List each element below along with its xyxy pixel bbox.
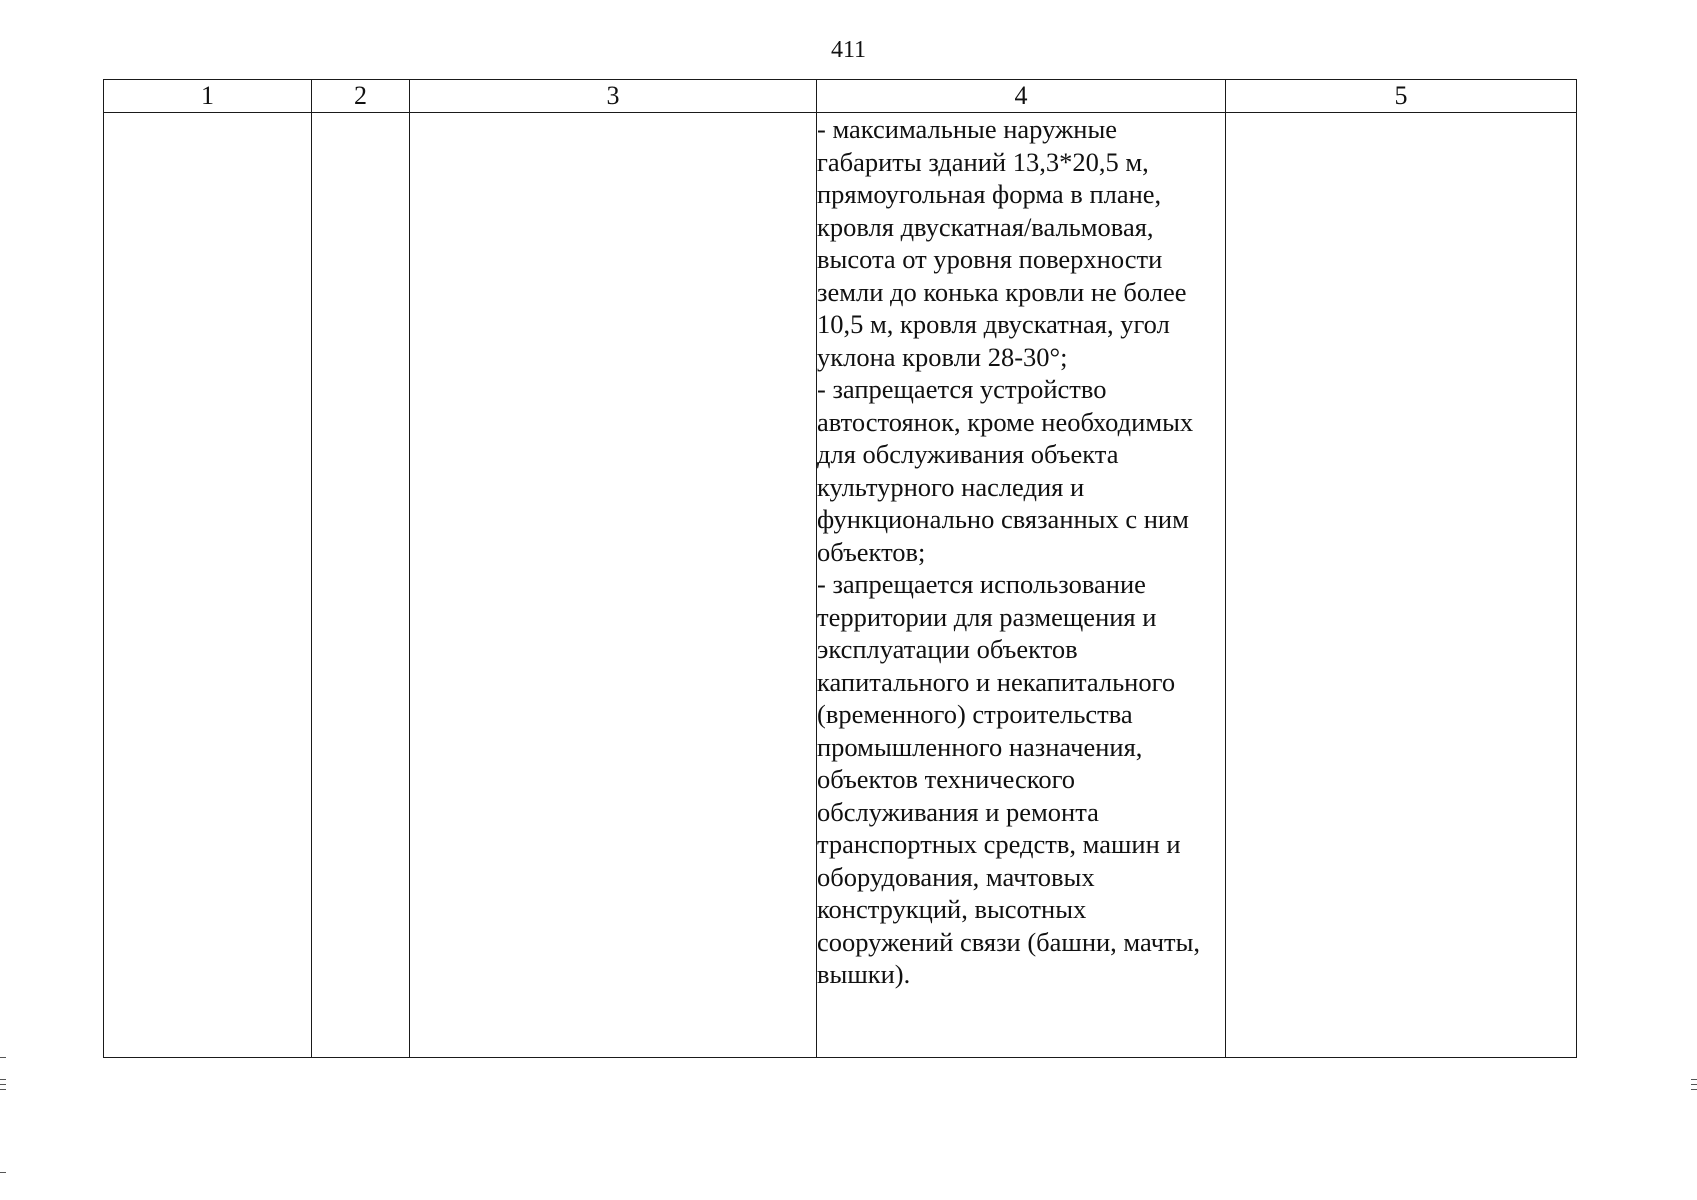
table-header-row <box>104 80 1577 113</box>
margin-tick-mark <box>1691 1089 1697 1090</box>
table-row <box>104 113 1577 1058</box>
column-header-4: 4 <box>817 80 1226 113</box>
requirement-paragraph-1: - максимальные наружные габариты зданий 13,3*20,5 м, прямоугольная форма в плане, кровля двускатная/вальмовая, высота от уровня поверхности земли до конька кровли не более 10,5 м, кровля двускатная, угол уклона кровли 28-30°; <box>817 114 1187 372</box>
column-header-2: 2 <box>312 80 410 113</box>
column-header-1: 1 <box>104 80 312 113</box>
margin-tick-mark <box>0 1172 6 1173</box>
cell-col-1 <box>104 113 312 1058</box>
requirement-paragraph-2: - запрещается устройство автостоянок, кроме необходимых для обслуживания объекта культурного наследия и функционально связанных с ним объектов; <box>817 374 1194 567</box>
cell-col-3 <box>410 113 817 1058</box>
margin-tick-mark <box>0 1089 6 1090</box>
margin-tick-mark <box>0 1079 6 1080</box>
column-header-5: 5 <box>1226 80 1577 113</box>
margin-tick-mark <box>0 1057 6 1058</box>
document-table <box>103 79 1577 1058</box>
cell-col-4 <box>817 113 1226 1058</box>
requirement-paragraph-3: - запрещается использование территории для размещения и эксплуатации объектов капитального и некапитального (временного) строительства промышленного назначения, объектов технического обслуживания и ремонта транспортных средств, машин и оборудования, мачтовых конструкций, высотных сооружений связи (башни, мачты, вышки). <box>817 569 1201 989</box>
page-number: 411 <box>830 37 867 63</box>
margin-tick-mark <box>0 1084 6 1085</box>
margin-tick-mark <box>1691 1084 1697 1085</box>
column-header-3: 3 <box>410 80 817 113</box>
cell-col-2 <box>312 113 410 1058</box>
margin-tick-mark <box>1691 1079 1697 1080</box>
cell-col-5 <box>1226 113 1577 1058</box>
